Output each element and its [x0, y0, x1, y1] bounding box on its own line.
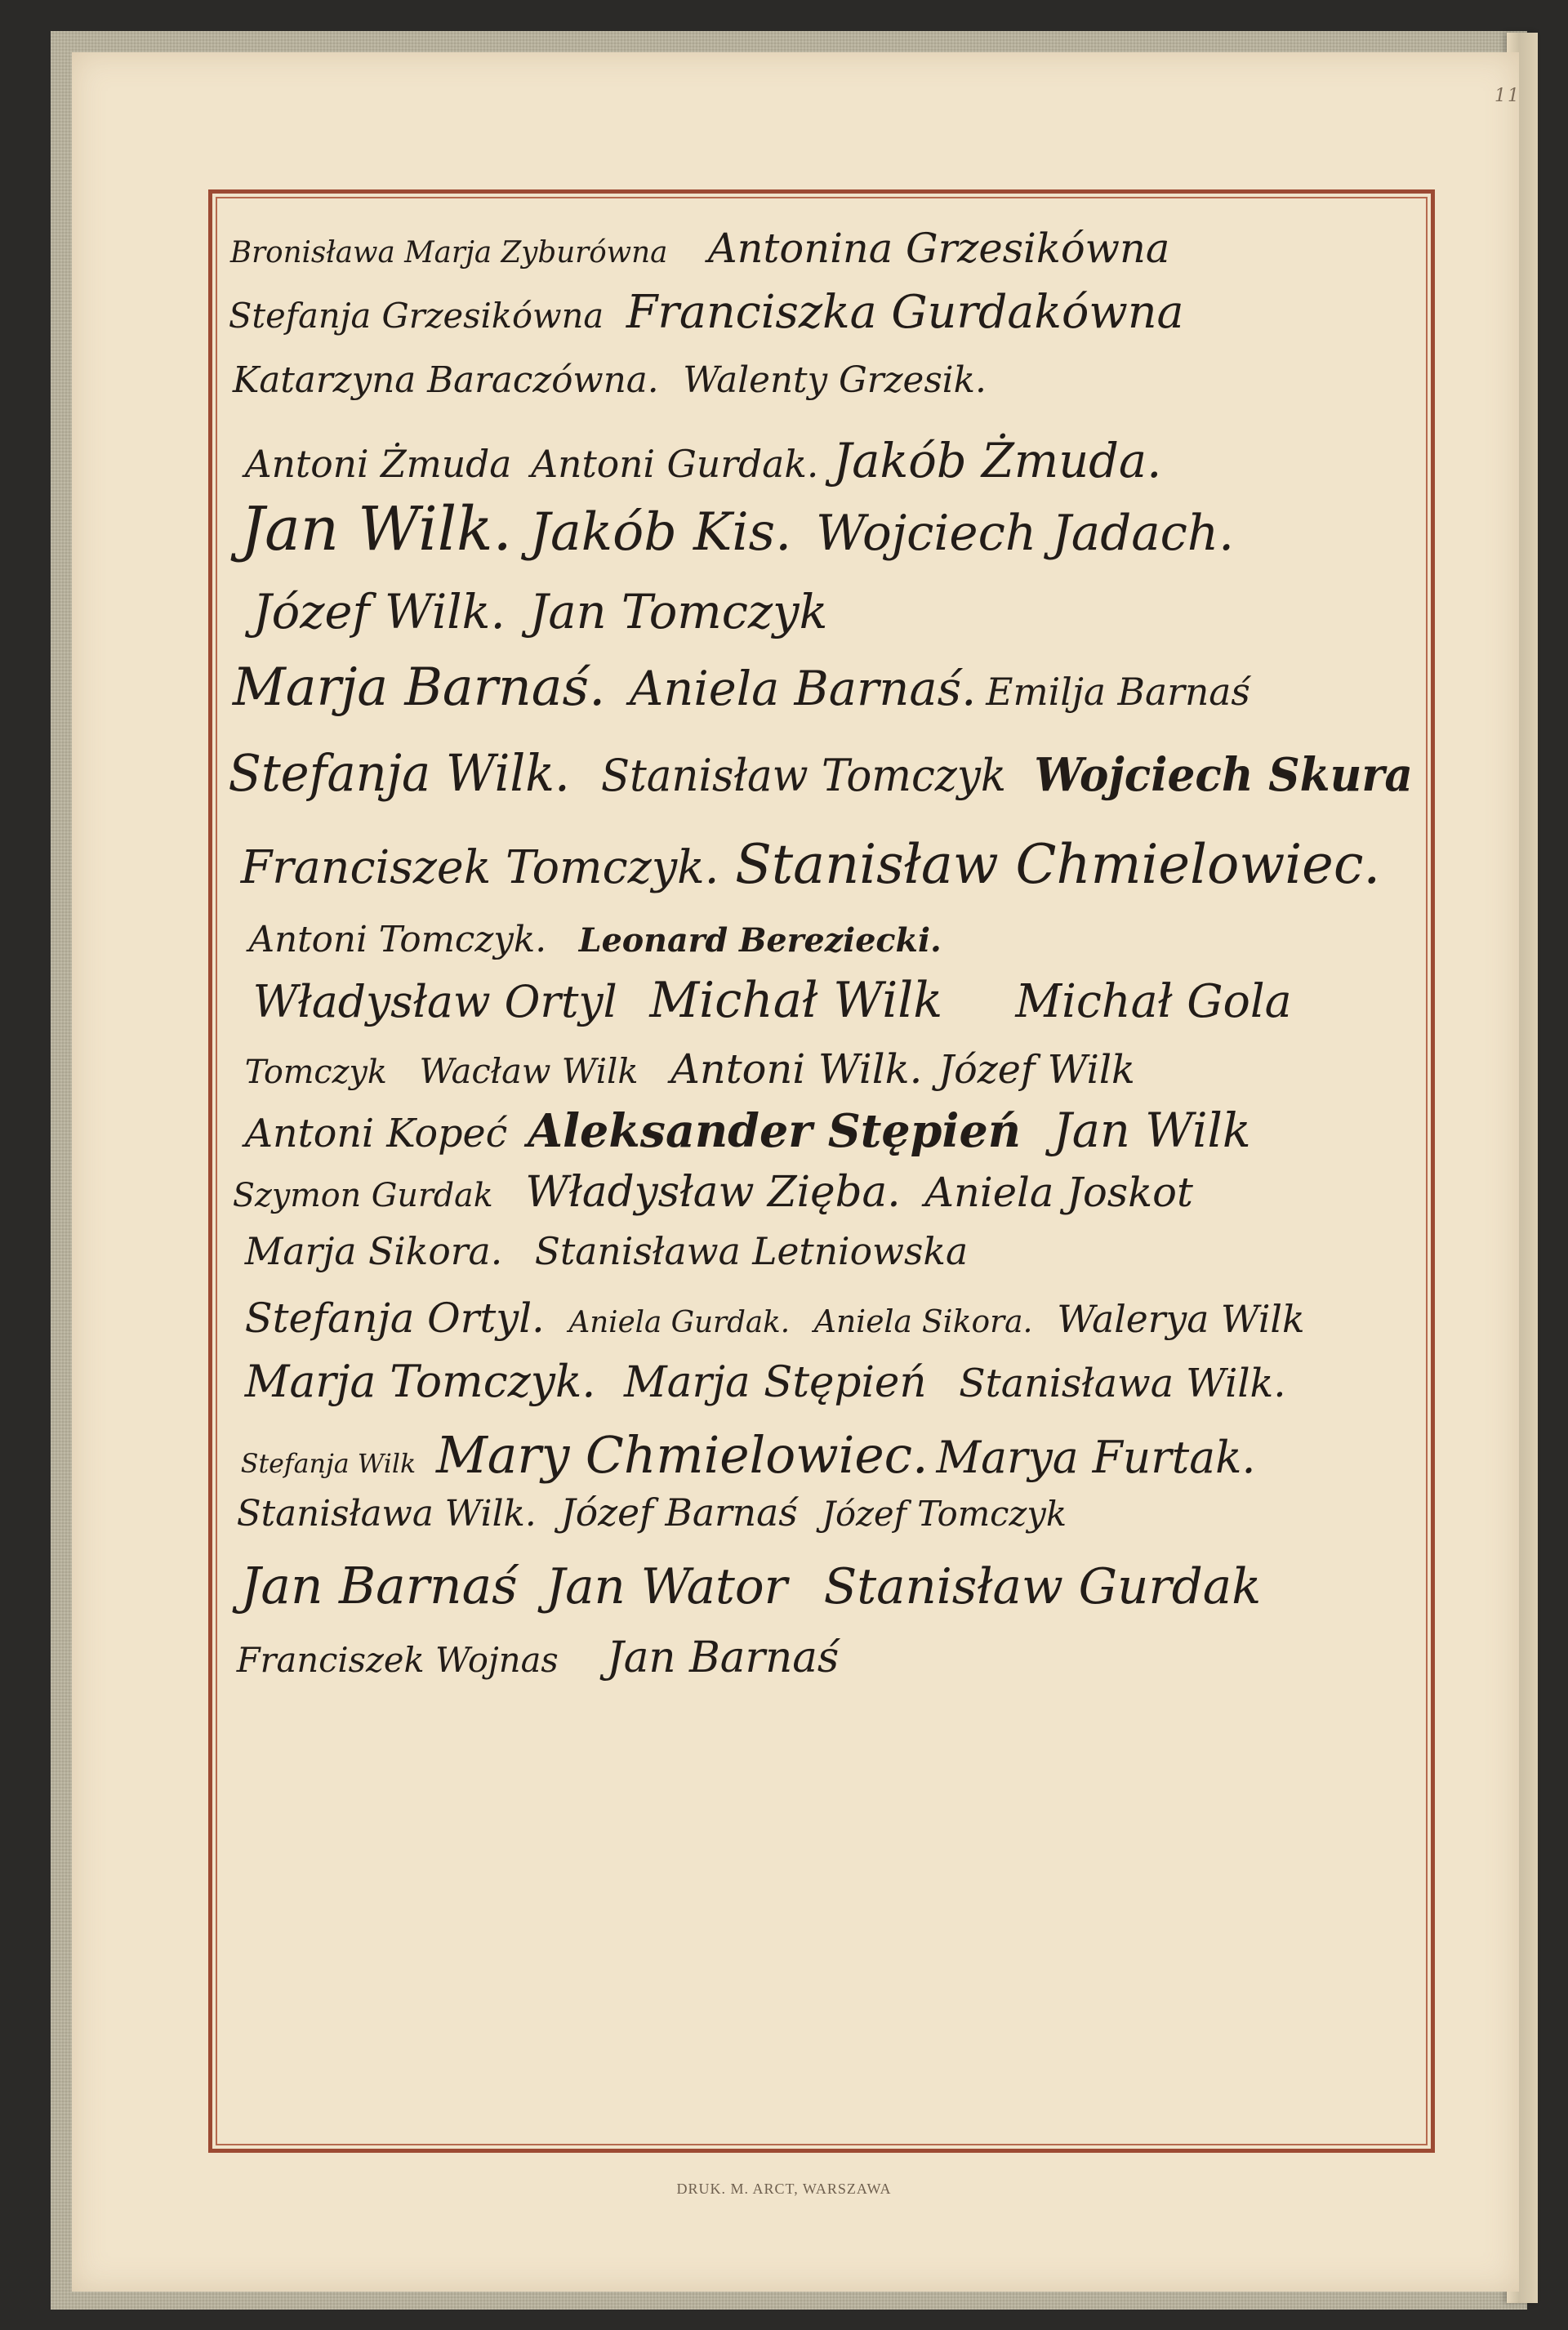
signature-row [220, 1633, 1413, 1682]
signature: Stanisław Chmielowiec. [735, 833, 1381, 896]
signature: Władysław Ortyl [252, 976, 617, 1027]
signature: Jan Tomczyk [529, 584, 828, 639]
signature-row [220, 1229, 1413, 1273]
signature: Stefanja Wilk [240, 1448, 416, 1479]
signature-row [220, 657, 1413, 718]
signature: Michał Wilk [649, 972, 943, 1029]
signature: Antonina Grzesikówna [707, 225, 1170, 272]
printer-imprint: DRUK. M. ARCT, WARSZAWA [676, 2181, 892, 2197]
signature: Jakób Kis. [529, 502, 792, 563]
signature: Walerya Wilk [1057, 1297, 1305, 1341]
signature: Marja Stępień [624, 1358, 927, 1407]
signature: Aniela Barnaś. [629, 661, 977, 716]
signature: Franciszek Tomczyk. [240, 841, 719, 894]
signature-row [220, 1425, 1413, 1485]
signature: Stanisława Wilk. [959, 1361, 1286, 1406]
signature-row [220, 494, 1413, 564]
folio-mark: 11 [1494, 86, 1521, 106]
signature-list [220, 200, 1425, 2144]
signature: Antoni Kopeć [244, 1111, 508, 1156]
signature: Antoni Wilk. [670, 1045, 923, 1093]
signature: Aniela Gurdak. [568, 1306, 791, 1339]
signature: Jan Wator [546, 1558, 788, 1615]
signature: Aleksander Stępień [527, 1104, 1022, 1158]
signature-row [220, 919, 1413, 960]
signature: Stanisława Letniowska [534, 1229, 969, 1273]
signature: Aniela Sikora. [813, 1303, 1033, 1339]
signature: Marya Furtak. [936, 1432, 1256, 1483]
signature-row [220, 1103, 1413, 1158]
signature-row [220, 286, 1413, 339]
signature: Marja Barnaś. [232, 657, 606, 718]
signature: Marja Sikora. [244, 1229, 503, 1273]
signature: Stefanja Ortyl. [244, 1294, 545, 1342]
signature-row [220, 833, 1413, 896]
signature: Jan Wilk. [240, 494, 512, 564]
signature-row [220, 1294, 1413, 1342]
signature-row [220, 1045, 1413, 1093]
signature-row [220, 743, 1413, 803]
signature: Michał Gola [1015, 975, 1292, 1028]
signature: Jan Barnaś [607, 1633, 840, 1682]
signature-row [220, 225, 1413, 272]
signature: Józef Tomczyk [822, 1494, 1067, 1534]
signature: Katarzyna Baraczówna. [232, 359, 659, 401]
signature: Jan Barnaś [240, 1556, 518, 1615]
signature: Stanisław Gurdak [823, 1558, 1262, 1615]
signature-row [220, 433, 1413, 488]
signature: Stanisław Tomczyk [600, 750, 1007, 801]
signature: Antoni Tomczyk. [248, 919, 547, 960]
signature: Stanisława Wilk. [236, 1493, 537, 1535]
signature: Szymon Gurdak [232, 1177, 493, 1214]
signature: Emilja Barnaś [986, 670, 1250, 714]
signature: Leonard Bereziecki. [578, 921, 942, 960]
signature: Mary Chmielowiec. [435, 1425, 929, 1485]
signature: Józef Wilk. [252, 584, 506, 639]
signature-row [220, 1356, 1413, 1407]
signature: Walenty Grzesik. [683, 359, 987, 401]
signature: Stefanja Wilk. [228, 743, 570, 803]
signature-row [220, 584, 1413, 639]
signature: Antoni Żmuda [244, 442, 512, 486]
signature-row [220, 1556, 1413, 1615]
signature: Tomczyk [244, 1054, 387, 1091]
signature-row [220, 359, 1413, 401]
signature-row [220, 1168, 1413, 1217]
signature: Antoni Gurdak. [531, 442, 819, 486]
signature: Wojciech Jadach. [815, 505, 1235, 562]
signature: Bronisława Marja Zyburówna [229, 236, 668, 270]
signature: Józef Wilk [938, 1047, 1135, 1093]
signature-row [220, 972, 1413, 1029]
signature: Wojciech Skura [1034, 748, 1413, 802]
signature: Aniela Joskot [924, 1169, 1193, 1216]
signature: Jakób Żmuda. [833, 433, 1162, 488]
signature: Stefanja Grzesikówna [228, 296, 604, 336]
signature: Franciszka Gurdakówna [626, 286, 1184, 339]
signature: Władysław Zięba. [525, 1168, 901, 1217]
signature-row [220, 1490, 1413, 1535]
signature: Wacław Wilk [419, 1051, 639, 1091]
signature: Józef Barnaś [560, 1490, 798, 1535]
signature: Franciszek Wojnas [236, 1640, 559, 1680]
signature: Jan Wilk [1053, 1103, 1251, 1158]
signature: Marja Tomczyk. [244, 1356, 596, 1407]
